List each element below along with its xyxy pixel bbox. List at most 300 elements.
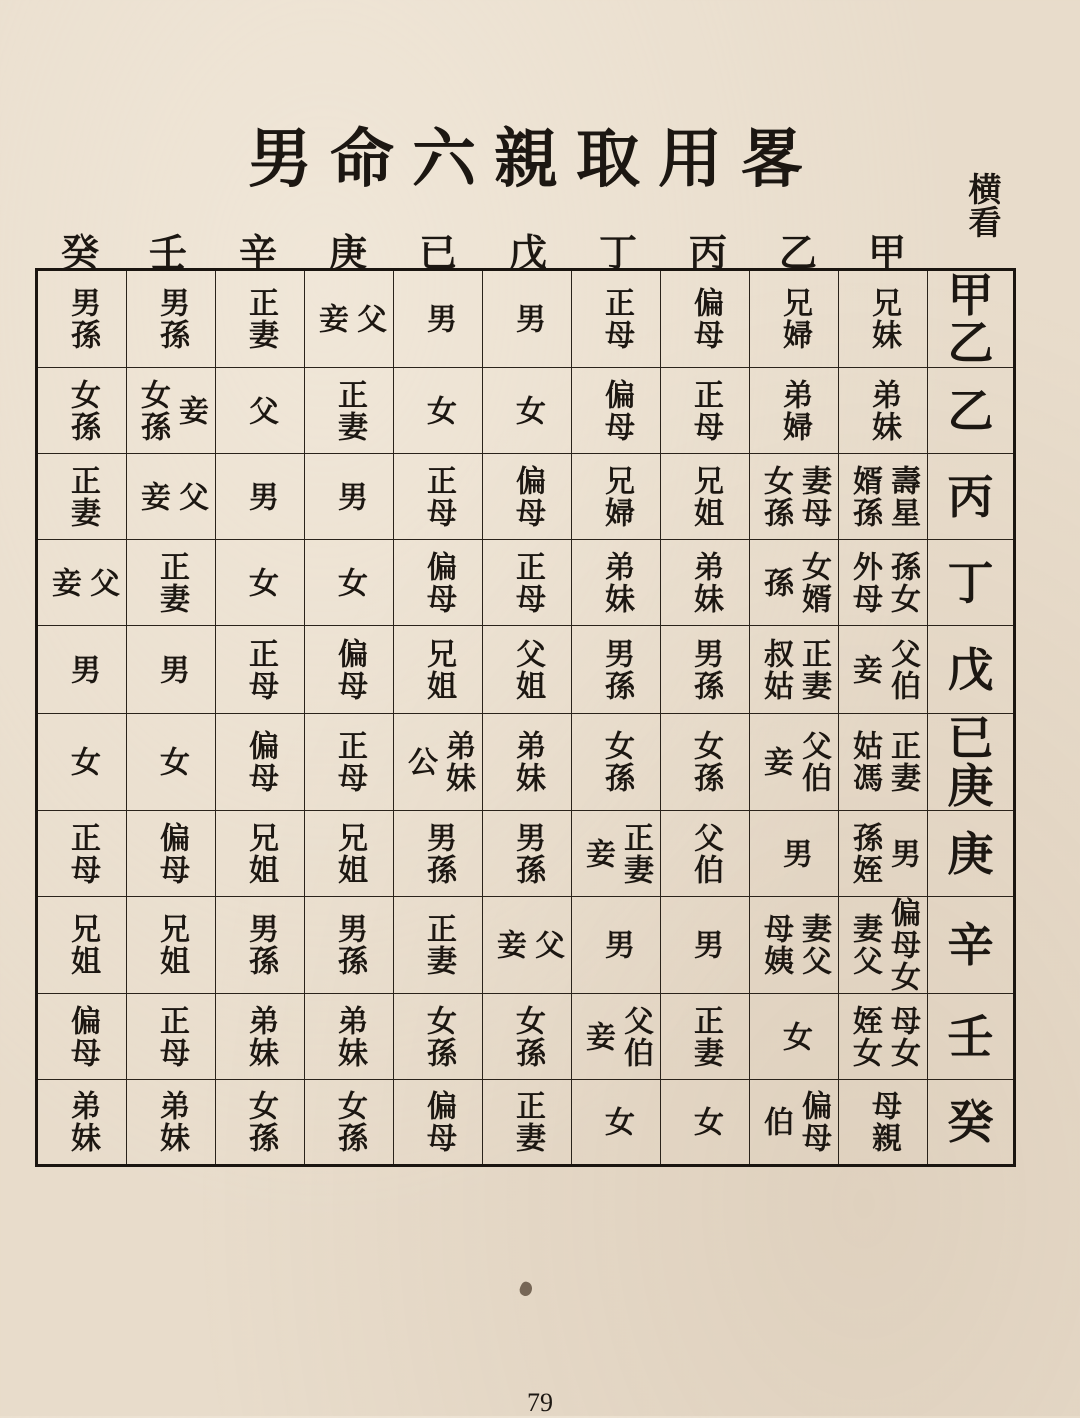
row-header-stems	[928, 642, 1013, 697]
table-cell	[305, 1080, 394, 1166]
relation-label: 父伯	[796, 730, 831, 794]
six-relations-table	[35, 268, 1016, 1167]
relation-label: 偏母	[796, 1090, 831, 1154]
cell-content	[38, 822, 126, 886]
relation-label: 偏母	[599, 378, 634, 443]
row-stem: 庚	[947, 759, 994, 813]
table-cell	[661, 714, 750, 811]
table-cell	[305, 368, 394, 454]
table-cell	[216, 454, 305, 540]
cell-content	[38, 287, 126, 351]
relation-label: 妾	[313, 303, 348, 335]
cell-content	[483, 1005, 571, 1069]
table-cell	[305, 994, 394, 1080]
table-cell	[127, 994, 216, 1080]
table-cell	[572, 270, 661, 368]
column-header: 已	[418, 230, 457, 275]
relation-label: 兄姐	[332, 821, 367, 886]
table-cell	[127, 454, 216, 540]
column-header: 丙	[688, 230, 727, 275]
cell-content	[483, 303, 571, 335]
table-cell	[839, 897, 928, 994]
table-cell	[572, 714, 661, 811]
column-header: 庚	[328, 230, 367, 275]
cell-content	[394, 1090, 482, 1154]
relation-label: 男	[510, 303, 545, 335]
relation-label: 男	[243, 480, 278, 513]
column-header: 癸	[60, 230, 99, 275]
cell-content	[305, 913, 393, 977]
table-cell	[305, 714, 394, 811]
table-row	[37, 368, 1015, 454]
cell-content	[216, 730, 304, 794]
cell-content	[394, 638, 482, 702]
relation-label: 偏母	[421, 550, 456, 615]
relation-label: 女孫	[688, 730, 723, 794]
relation-label: 弟婦	[777, 378, 812, 443]
cell-content	[572, 1005, 660, 1069]
relation-label: 男孫	[421, 821, 456, 886]
relation-label: 正妻	[510, 1090, 545, 1154]
relation-label: 正妻	[243, 287, 278, 351]
relation-label: 偏母	[154, 821, 189, 886]
cell-content	[750, 838, 838, 870]
table-cell	[305, 540, 394, 626]
relation-label: 弟妹	[688, 550, 723, 615]
cell-content	[483, 730, 571, 794]
relation-label: 妾	[491, 929, 526, 961]
cell-content	[216, 1090, 304, 1154]
table-cell	[127, 540, 216, 626]
table-cell	[37, 270, 127, 368]
relation-label: 母親	[866, 1090, 901, 1154]
cell-content	[38, 746, 126, 778]
table-row	[37, 994, 1015, 1080]
cell-content	[839, 465, 927, 529]
relation-label: 妾	[173, 394, 208, 427]
cell-content	[839, 897, 927, 993]
row-stem: 辛	[947, 918, 994, 972]
relation-label: 母女	[885, 1004, 920, 1069]
relation-label: 正母	[243, 637, 278, 702]
relation-label: 女	[510, 394, 545, 427]
table-cell	[394, 270, 483, 368]
relation-label: 孫女	[885, 550, 920, 615]
row-header-stems	[928, 383, 1013, 438]
relation-label: 男孫	[65, 287, 100, 351]
table-cell	[37, 454, 127, 540]
relation-label: 弟妹	[154, 1090, 189, 1154]
cell-content	[750, 1090, 838, 1154]
row-header	[928, 811, 1015, 897]
relation-label: 偏母女	[885, 897, 920, 993]
table-cell	[394, 626, 483, 714]
relation-label: 父姐	[510, 637, 545, 702]
table-cell	[216, 626, 305, 714]
relation-label: 正妻	[154, 550, 189, 615]
relation-label: 女	[421, 394, 456, 427]
cell-content	[305, 567, 393, 599]
cell-content	[661, 730, 749, 794]
table-cell	[483, 454, 572, 540]
cell-content	[661, 465, 749, 529]
cell-content	[216, 481, 304, 513]
cell-content	[305, 1005, 393, 1069]
relation-label: 男	[421, 303, 456, 335]
relation-label: 女	[243, 566, 278, 599]
table-cell	[483, 270, 572, 368]
table-cell	[305, 897, 394, 994]
cell-content	[483, 465, 571, 529]
relation-label: 男	[332, 480, 367, 513]
relation-label: 正母	[688, 378, 723, 443]
cell-content	[394, 1005, 482, 1069]
cell-content	[572, 465, 660, 529]
table-cell	[750, 994, 839, 1080]
relation-label: 兄姐	[65, 913, 100, 977]
relation-label: 正妻	[618, 821, 653, 886]
table-cell	[483, 1080, 572, 1166]
row-header	[928, 897, 1015, 994]
cell-content	[394, 822, 482, 886]
relation-label: 男孫	[332, 913, 367, 977]
table-cell	[572, 368, 661, 454]
row-header	[928, 368, 1015, 454]
cell-content	[305, 303, 393, 335]
table-cell	[750, 270, 839, 368]
table-cell	[839, 454, 928, 540]
table-cell	[483, 994, 572, 1080]
relation-label: 女	[332, 566, 367, 599]
cell-content	[839, 551, 927, 615]
relation-label: 正妻	[332, 378, 367, 443]
table-body	[37, 270, 1015, 1166]
cell-content	[572, 929, 660, 961]
relation-label: 伯	[758, 1106, 793, 1138]
table-cell	[394, 811, 483, 897]
cell-content	[127, 654, 215, 686]
cell-content	[661, 287, 749, 351]
corner-label	[948, 172, 1018, 245]
cell-content	[127, 551, 215, 615]
relation-label: 弟妹	[332, 1004, 367, 1069]
table-row	[37, 714, 1015, 811]
relation-label: 父伯	[688, 821, 723, 886]
relation-label: 兄姐	[688, 464, 723, 529]
relation-label: 女	[65, 746, 100, 778]
relation-label: 女	[599, 1106, 634, 1138]
cell-content	[750, 551, 838, 615]
cell-content	[305, 481, 393, 513]
table-cell	[305, 811, 394, 897]
relation-label: 孫姪	[847, 821, 882, 886]
cell-content	[572, 730, 660, 794]
relation-label: 婿孫	[847, 464, 882, 529]
table-cell	[394, 1080, 483, 1166]
row-header	[928, 1080, 1015, 1166]
table-row	[37, 897, 1015, 994]
cell-content	[572, 822, 660, 886]
row-header-stems	[928, 826, 1013, 881]
table-cell	[127, 1080, 216, 1166]
relation-label: 兄姐	[421, 637, 456, 702]
relation-label: 女孫	[421, 1004, 456, 1069]
relation-label: 父	[173, 480, 208, 513]
table-cell	[750, 454, 839, 540]
cell-content	[572, 1106, 660, 1138]
cell-content	[394, 913, 482, 977]
row-stem: 癸	[947, 1095, 994, 1149]
cell-content	[839, 730, 927, 794]
relation-label: 父	[84, 566, 119, 599]
cell-content	[216, 567, 304, 599]
cell-content	[750, 379, 838, 443]
row-header	[928, 270, 1015, 368]
cell-content	[38, 379, 126, 443]
table-cell	[839, 540, 928, 626]
table-row	[37, 1080, 1015, 1166]
cell-content	[394, 551, 482, 615]
table-cell	[750, 368, 839, 454]
cell-content	[572, 638, 660, 702]
cell-content	[127, 481, 215, 513]
relation-label: 弟妹	[510, 730, 545, 794]
relation-label: 女孫	[599, 730, 634, 794]
table-cell	[839, 714, 928, 811]
cell-content	[216, 1005, 304, 1069]
cell-content	[572, 379, 660, 443]
relation-label: 偏母	[65, 1004, 100, 1069]
row-header	[928, 626, 1015, 714]
cell-content	[750, 287, 838, 351]
relation-label: 正妻	[796, 637, 831, 702]
row-header-stems	[928, 918, 1013, 972]
relation-label: 偏母	[421, 1090, 456, 1154]
table-cell	[127, 626, 216, 714]
column-header: 乙	[778, 230, 817, 275]
relation-label: 正妻	[688, 1004, 723, 1069]
row-header	[928, 540, 1015, 626]
table-row	[37, 540, 1015, 626]
relation-label: 男孫	[243, 913, 278, 977]
table-cell	[750, 540, 839, 626]
cell-content	[839, 638, 927, 702]
relation-label: 女孫	[510, 1004, 545, 1069]
cell-content	[216, 913, 304, 977]
cell-content	[483, 929, 571, 961]
cell-content	[127, 1005, 215, 1069]
table-cell	[572, 1080, 661, 1166]
relation-label: 女孫	[332, 1090, 367, 1154]
table-row	[37, 454, 1015, 540]
cell-content	[839, 1090, 927, 1154]
row-header	[928, 711, 1015, 813]
table-cell	[750, 897, 839, 994]
table-cell	[661, 540, 750, 626]
cell-content	[127, 913, 215, 977]
cell-content	[127, 746, 215, 778]
relation-label: 父伯	[885, 637, 920, 702]
cell-content	[661, 551, 749, 615]
cell-content	[483, 1090, 571, 1154]
page-title: 男命六親取用畧	[248, 122, 822, 197]
cell-content	[305, 730, 393, 794]
relation-label: 男孫	[599, 637, 634, 702]
row-header-stems	[928, 1095, 1013, 1149]
relation-label: 父	[243, 394, 278, 427]
table-cell	[661, 897, 750, 994]
table-cell	[483, 714, 572, 811]
cell-content	[216, 638, 304, 702]
relation-label: 孫	[758, 566, 793, 599]
relation-label: 妻母	[796, 464, 831, 529]
table-cell	[839, 368, 928, 454]
table-row	[37, 626, 1015, 714]
cell-content	[839, 379, 927, 443]
cell-content	[661, 1005, 749, 1069]
table-cell	[572, 897, 661, 994]
table-cell	[216, 368, 305, 454]
cell-content	[127, 379, 215, 443]
column-header: 甲	[867, 230, 906, 275]
relation-label: 外母	[847, 550, 882, 615]
relation-label: 女	[777, 1020, 812, 1053]
cell-content	[661, 822, 749, 886]
relation-label: 兄姐	[154, 913, 189, 977]
relation-label: 正母	[421, 464, 456, 529]
table-cell	[839, 811, 928, 897]
table-cell	[305, 626, 394, 714]
relation-label: 正妻	[65, 464, 100, 529]
relation-label: 男	[688, 929, 723, 961]
cell-content	[38, 567, 126, 599]
cell-content	[750, 913, 838, 977]
cell-content	[38, 465, 126, 529]
cell-content	[572, 551, 660, 615]
table-cell	[394, 714, 483, 811]
relation-label: 母姨	[758, 913, 793, 977]
table-cell	[216, 270, 305, 368]
row-stem: 乙	[947, 316, 994, 370]
relation-label: 女	[688, 1106, 723, 1138]
table-cell	[661, 626, 750, 714]
table-row	[37, 811, 1015, 897]
table-cell	[127, 714, 216, 811]
relation-label: 女	[154, 746, 189, 778]
relation-label: 男孫	[688, 637, 723, 702]
relation-label: 姑馮	[847, 730, 882, 794]
cell-content	[305, 822, 393, 886]
table-cell	[750, 1080, 839, 1166]
table-cell	[216, 714, 305, 811]
table-cell	[127, 270, 216, 368]
table-cell	[394, 454, 483, 540]
cell-content	[394, 303, 482, 335]
cell-content	[483, 822, 571, 886]
cell-content	[661, 379, 749, 443]
relation-label: 男	[65, 653, 100, 686]
relation-label: 正母	[510, 550, 545, 615]
cell-content	[483, 638, 571, 702]
corner-label-text: 横看	[963, 172, 1003, 238]
cell-content	[483, 395, 571, 427]
cell-content	[305, 1090, 393, 1154]
relation-label: 姪女	[847, 1004, 882, 1069]
cell-content	[127, 822, 215, 886]
table-cell	[305, 454, 394, 540]
table-cell	[661, 811, 750, 897]
table-cell	[216, 897, 305, 994]
relation-label: 妻父	[847, 913, 882, 977]
table-cell	[750, 811, 839, 897]
cell-content	[839, 1005, 927, 1069]
relation-label: 正母	[599, 287, 634, 351]
cell-content	[305, 638, 393, 702]
table-cell	[839, 626, 928, 714]
table-cell	[661, 994, 750, 1080]
cell-content	[394, 395, 482, 427]
table-cell	[750, 714, 839, 811]
table-cell	[37, 540, 127, 626]
relation-label: 叔姑	[758, 637, 793, 702]
relation-label: 妾	[758, 746, 793, 778]
relation-label: 男	[154, 653, 189, 686]
relation-label: 偏母	[243, 730, 278, 794]
cell-content	[750, 730, 838, 794]
row-header	[928, 994, 1015, 1080]
row-header-stems	[928, 268, 1013, 370]
table-cell	[127, 897, 216, 994]
relation-label: 正妻	[885, 730, 920, 794]
table-cell	[394, 994, 483, 1080]
relation-label: 男	[777, 837, 812, 870]
row-stem: 甲	[947, 268, 994, 322]
cell-content	[305, 379, 393, 443]
table-cell	[37, 368, 127, 454]
relation-label: 正母	[154, 1004, 189, 1069]
relation-label: 女孫	[758, 464, 793, 529]
table-cell	[572, 811, 661, 897]
relation-label: 兄姐	[243, 821, 278, 886]
cell-content	[839, 822, 927, 886]
relation-label: 壽星	[885, 464, 920, 529]
row-stem: 丙	[947, 469, 994, 524]
relation-label: 男孫	[510, 821, 545, 886]
row-header-stems	[928, 555, 1013, 610]
table-cell	[661, 270, 750, 368]
cell-content	[38, 1005, 126, 1069]
table-cell	[394, 540, 483, 626]
table-cell	[661, 368, 750, 454]
table-row	[37, 270, 1015, 368]
table-cell	[839, 270, 928, 368]
relation-label: 正妻	[421, 913, 456, 977]
row-stem: 戊	[947, 642, 994, 697]
table-cell	[661, 454, 750, 540]
ink-spot	[518, 1280, 535, 1298]
cell-content	[661, 1106, 749, 1138]
relation-label: 兄妹	[866, 287, 901, 351]
cell-content	[127, 287, 215, 351]
cell-content	[661, 638, 749, 702]
relation-label: 兄婦	[777, 287, 812, 351]
relation-label: 偏母	[688, 287, 723, 351]
table-cell	[37, 811, 127, 897]
cell-content	[394, 730, 482, 794]
table-cell	[37, 626, 127, 714]
row-header-stems	[928, 1009, 1013, 1064]
cell-content	[572, 287, 660, 351]
